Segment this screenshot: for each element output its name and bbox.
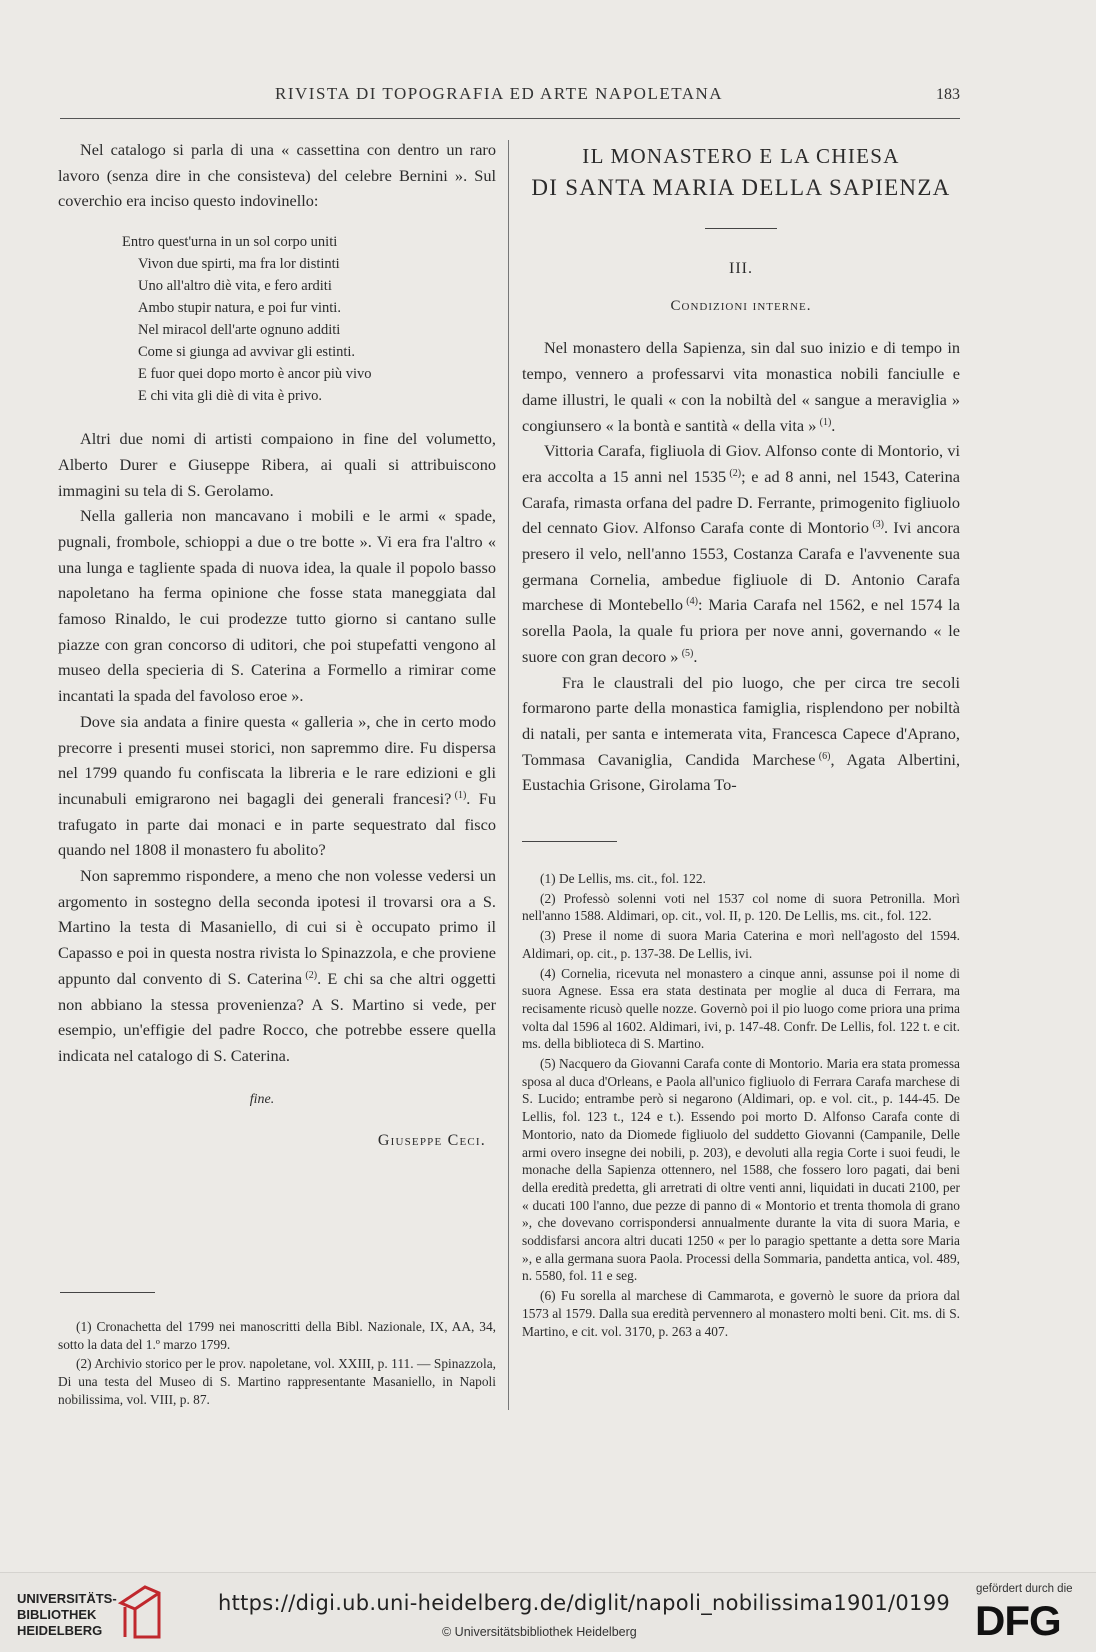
library-logo-text xyxy=(17,1591,117,1639)
footnote-ref[interactable]: (6) xyxy=(818,750,831,762)
footnote-ref[interactable]: (5) xyxy=(681,647,694,659)
text-run: . xyxy=(693,646,698,666)
logo-line: HEIDELBERG xyxy=(17,1623,103,1638)
text-run: . Ivi ancora presero il velo, nell'anno 1553, Costanza Carafa e l'avvenente sua germana Cornelia, ambedue figliuole di D. Antonio Carafa marchese di Montebello xyxy=(522,518,960,615)
text-run: Nel monastero della Sapienza, sin dal suo inizio e di tempo in tempo, vennero a professarvi vita monastica nobili fanciulle e dame illustri, le quali « con la nobiltà del « sangue a meraviglia » congiunsero « la bontà e santità « della vita » xyxy=(522,338,960,435)
text-run: . xyxy=(831,415,836,435)
viewer-footer xyxy=(0,1572,1096,1652)
left-column xyxy=(58,137,496,1154)
footnote: (3) Prese il nome di suora Maria Caterina e morì nell'agosto del 1594. Aldimari, op. cit., p. 137-38. De Lellis, ivi. xyxy=(522,928,960,961)
text-run: Fra le claustrali del pio luogo, che per circa tre secoli formarono parte della monastica famiglia, risplendono per nobiltà di natali, per santa e intemerata vita, Francesca Capece d'Aprano, Tommasa Cavaniglia, Candida Marchese xyxy=(522,672,960,769)
footnote-ref[interactable]: (3) xyxy=(872,519,884,531)
footnote: (5) Nacquero da Giovanni Carafa conte di Montorio. Maria era stata promessa sposa al duca d'Orleans, e Paola all'unico figliuolo di Ferrara Carafa marchese di S. Lucido; entrambe però si negarono (Aldimari, op. e vol. cit., p. 144-45. De Lellis, fol. 123 t., 124 e t.). Essendo poi morto D. Alfonso Carafa conte di Montorio, nato da Diomede figliuolo del suddetto Giovanni (Campanile, Delle armi overo insegne dei nobili, p. 203), e devoluti alla regia Corte i suoi feudi, le monache della Sapienza ottennero, nel 1588, che fossero loro pagati, dai beni della eredità predetta, gli arretrati di oltre venti anni, liquidati in ducati 2100, per « ducati 100 l'anno, due pezze di panno di « Montorio et trenta thomola di grano », che dovevano corrispondersi annualmente durante la vita di suora Maria, e soddisfarsi ancora altri ducati 1250 « per lo paragio spettante a detta sore Maria », e alla germana suora Paola. Processi della Sommaria, pandetta antica, vol. 489, n. 5580, fol. 11 e seg. xyxy=(522,1056,960,1284)
text-run: . Fu trafugato in parte dai monaci e in parte sequestrato dal fisco quando nel 1808 il monastero fu abolito? xyxy=(58,788,496,860)
article-title-line2: DI SANTA MARIA DELLA SAPIENZA xyxy=(531,175,951,200)
page-header xyxy=(60,84,960,119)
running-title: RIVISTA DI TOPOGRAFIA ED ARTE NAPOLETANA xyxy=(275,84,724,103)
text-run: Vittoria Carafa, figliuola di Giov. Alfonso conte di Montorio, vi era accolta a 15 anni nel 1535 xyxy=(522,441,960,486)
footnote-rule xyxy=(60,1292,155,1293)
poem-line: Nel miracol dell'arte ognuno additi xyxy=(138,322,341,339)
poem-line: Ambo stupir natura, e poi fur vinti. xyxy=(138,300,341,317)
poem-line: Entro quest'urna in un sol corpo uniti xyxy=(122,234,338,251)
poem-line: E chi vita gli diè di vita è privo. xyxy=(138,388,323,405)
text-run: . E chi sa che altri oggetti non abbiano la stessa provenienza? A S. Martino si vede, per esempio, un'effigie del padre Rocco, che potrebbe essere quella indicata nel catalogo di S. Caterina. xyxy=(58,968,497,1065)
library-logo-icon xyxy=(117,1583,163,1641)
paragraph: Nella galleria non mancavano i mobili e le armi « spade, pugnali, frombole, schioppi a due o tre botte ». Vi era fra l'altro « una lunga e tagliente spada di nuova idea, la quale il popolo basso napoletano ha ferma opinione che fosse stata maneggiata dal famoso Rinaldo, le cui prodezze tutto giorno si cantano sulle piazze con gran concorso di uditori, che poi stupefatti vengono al museo della specieria di S. Caterina a Formello a rimirar come incantati la spada del favoloso eroe ». xyxy=(58,506,496,706)
document-url-link[interactable]: https://digi.ub.uni-heidelberg.de/diglit/napoli_nobilissima1901/0199 xyxy=(218,1591,951,1615)
section-number: III. xyxy=(729,260,753,277)
paragraph: Altri due nomi di artisti compaiono in fine del volumetto, Alberto Durer e Giuseppe Ribera, ai quali si attribuiscono immagini su tela di S. Gerolamo. xyxy=(58,429,496,500)
footnote: (4) Cornelia, ricevuta nel monastero a cinque anni, assunse poi il nome di suora Agnese. Essa era stata destinata per moglie al duca di Ferrara, ma recisamente ricusò quelle nozze. Governò poi il pio luogo come priora una prima volta dal 1596 al 1602. Aldimari, ivi, p. 147-48. Confr. De Lellis, fol. 122 t. e cit. ms. della biblioteca di S. Martino. xyxy=(522,965,960,1052)
footnote-ref[interactable]: (4) xyxy=(686,596,698,608)
article-title-line1: IL MONASTERO E LA CHIESA xyxy=(582,144,900,168)
fine-mark: fine. xyxy=(249,1091,275,1107)
footnote-ref[interactable]: (2) xyxy=(305,969,318,981)
author-signature: Giuseppe Ceci. xyxy=(377,1132,486,1150)
page-number: 183 xyxy=(936,86,960,103)
footnote: (2) Professò solenni voti nel 1537 col nome di suora Petronilla. Morì nell'anno 1588. Aldimari, op. cit., vol. II, p. 120. De Lellis, ms. cit., fol. 122. xyxy=(522,890,960,924)
footnote: (1) Cronachetta del 1799 nei manoscritti della Bibl. Nazionale, IX, AA, 34, sotto la data del 1.º marzo 1799. xyxy=(58,1319,496,1352)
section-title: Condizioni interne. xyxy=(670,297,812,314)
funding-label: gefördert durch die xyxy=(976,1583,1073,1595)
right-footnotes xyxy=(522,870,960,1342)
footnote-ref[interactable]: (2) xyxy=(729,467,742,479)
poem-line: Uno all'altro diè vita, e fero arditi xyxy=(138,278,332,295)
footnote: (1) De Lellis, ms. cit., fol. 122. xyxy=(540,871,706,886)
title-rule xyxy=(705,228,777,229)
left-footnotes xyxy=(58,1318,496,1411)
paragraph: Nel catalogo si parla di una « cassettina con dentro un raro lavoro (senza dire in che consisteva) del celebre Bernini ». Sul coverchio era inciso questo indovinello: xyxy=(58,140,496,211)
paragraph xyxy=(58,863,496,1069)
paragraph xyxy=(522,335,960,438)
paragraph xyxy=(522,438,960,669)
text-run: Dove sia andata a finire questa « galleria », che in certo modo precorre i presenti musei storici, non sapremmo dire. Fu dispersa nel 1799 quando fu confiscata la libreria e le rare edizioni e gli incunabuli emigrarono nei bagagli dei generali francesi? xyxy=(58,711,496,808)
poem xyxy=(122,231,496,407)
text-run: : Maria Carafa nel 1562, e nel 1574 la sorella Paola, la quale fu priora per nove anni, governando « le suore con gran decoro » xyxy=(522,595,961,666)
text-run: ; e ad 8 anni, nel 1543, Caterina Carafa, rimasta orfana del padre D. Ferrante, primogenito figliuolo del cennato Giov. Alfonso Carafa conte di Montorio xyxy=(522,466,960,538)
poem-line: Come si giunga ad avvivar gli estinti. xyxy=(138,344,356,361)
poem-line: E fuor quei dopo morto è ancor più vivo xyxy=(138,366,372,383)
column-divider xyxy=(508,140,509,1410)
footnote-ref[interactable]: (1) xyxy=(819,416,832,428)
right-column xyxy=(522,137,960,798)
poem-line: Vivon due spirti, ma fra lor distinti xyxy=(138,256,340,273)
footnote: (6) Fu sorella al marchese di Cammarota, e governò le suore da priora dal 1573 al 1579. Dalla sua eredità pervennero al monastero molti beni. Cit. ms. di S. Martino, e cit. vol. 3170, p. 263 a 407. xyxy=(522,1288,960,1339)
footnote-ref[interactable]: (1) xyxy=(454,789,467,801)
paragraph xyxy=(522,670,960,799)
logo-line: UNIVERSITÄTS- xyxy=(17,1591,117,1606)
text-run: , Agata Albertini, Eustachia Grisone, Girolama To- xyxy=(522,749,961,795)
paragraph xyxy=(58,709,496,863)
text-run: Non sapremmo rispondere, a meno che non volesse vedersi un argomento in sostegno della seconda ipotesi il trovarsi ora a S. Martino la testa di Masaniello, di cui si è occupato primo il Capasso e poi in questa nostra rivista lo Spinazzola, e che proviene appunto dal convento di S. Caterina xyxy=(58,866,496,988)
footnote: (2) Archivio storico per le prov. napoletane, vol. XXIII, p. 111. — Spinazzola, Di una testa del Museo di S. Martino rappresentante Masaniello, in Napoli nobilissima, vol. VIII, p. 87. xyxy=(58,1356,496,1407)
copyright-notice: © Universitätsbibliothek Heidelberg xyxy=(442,1625,637,1639)
footnote-rule xyxy=(522,841,617,842)
logo-line: BIBLIOTHEK xyxy=(17,1607,97,1622)
dfg-logo: DFG xyxy=(975,1597,1061,1644)
